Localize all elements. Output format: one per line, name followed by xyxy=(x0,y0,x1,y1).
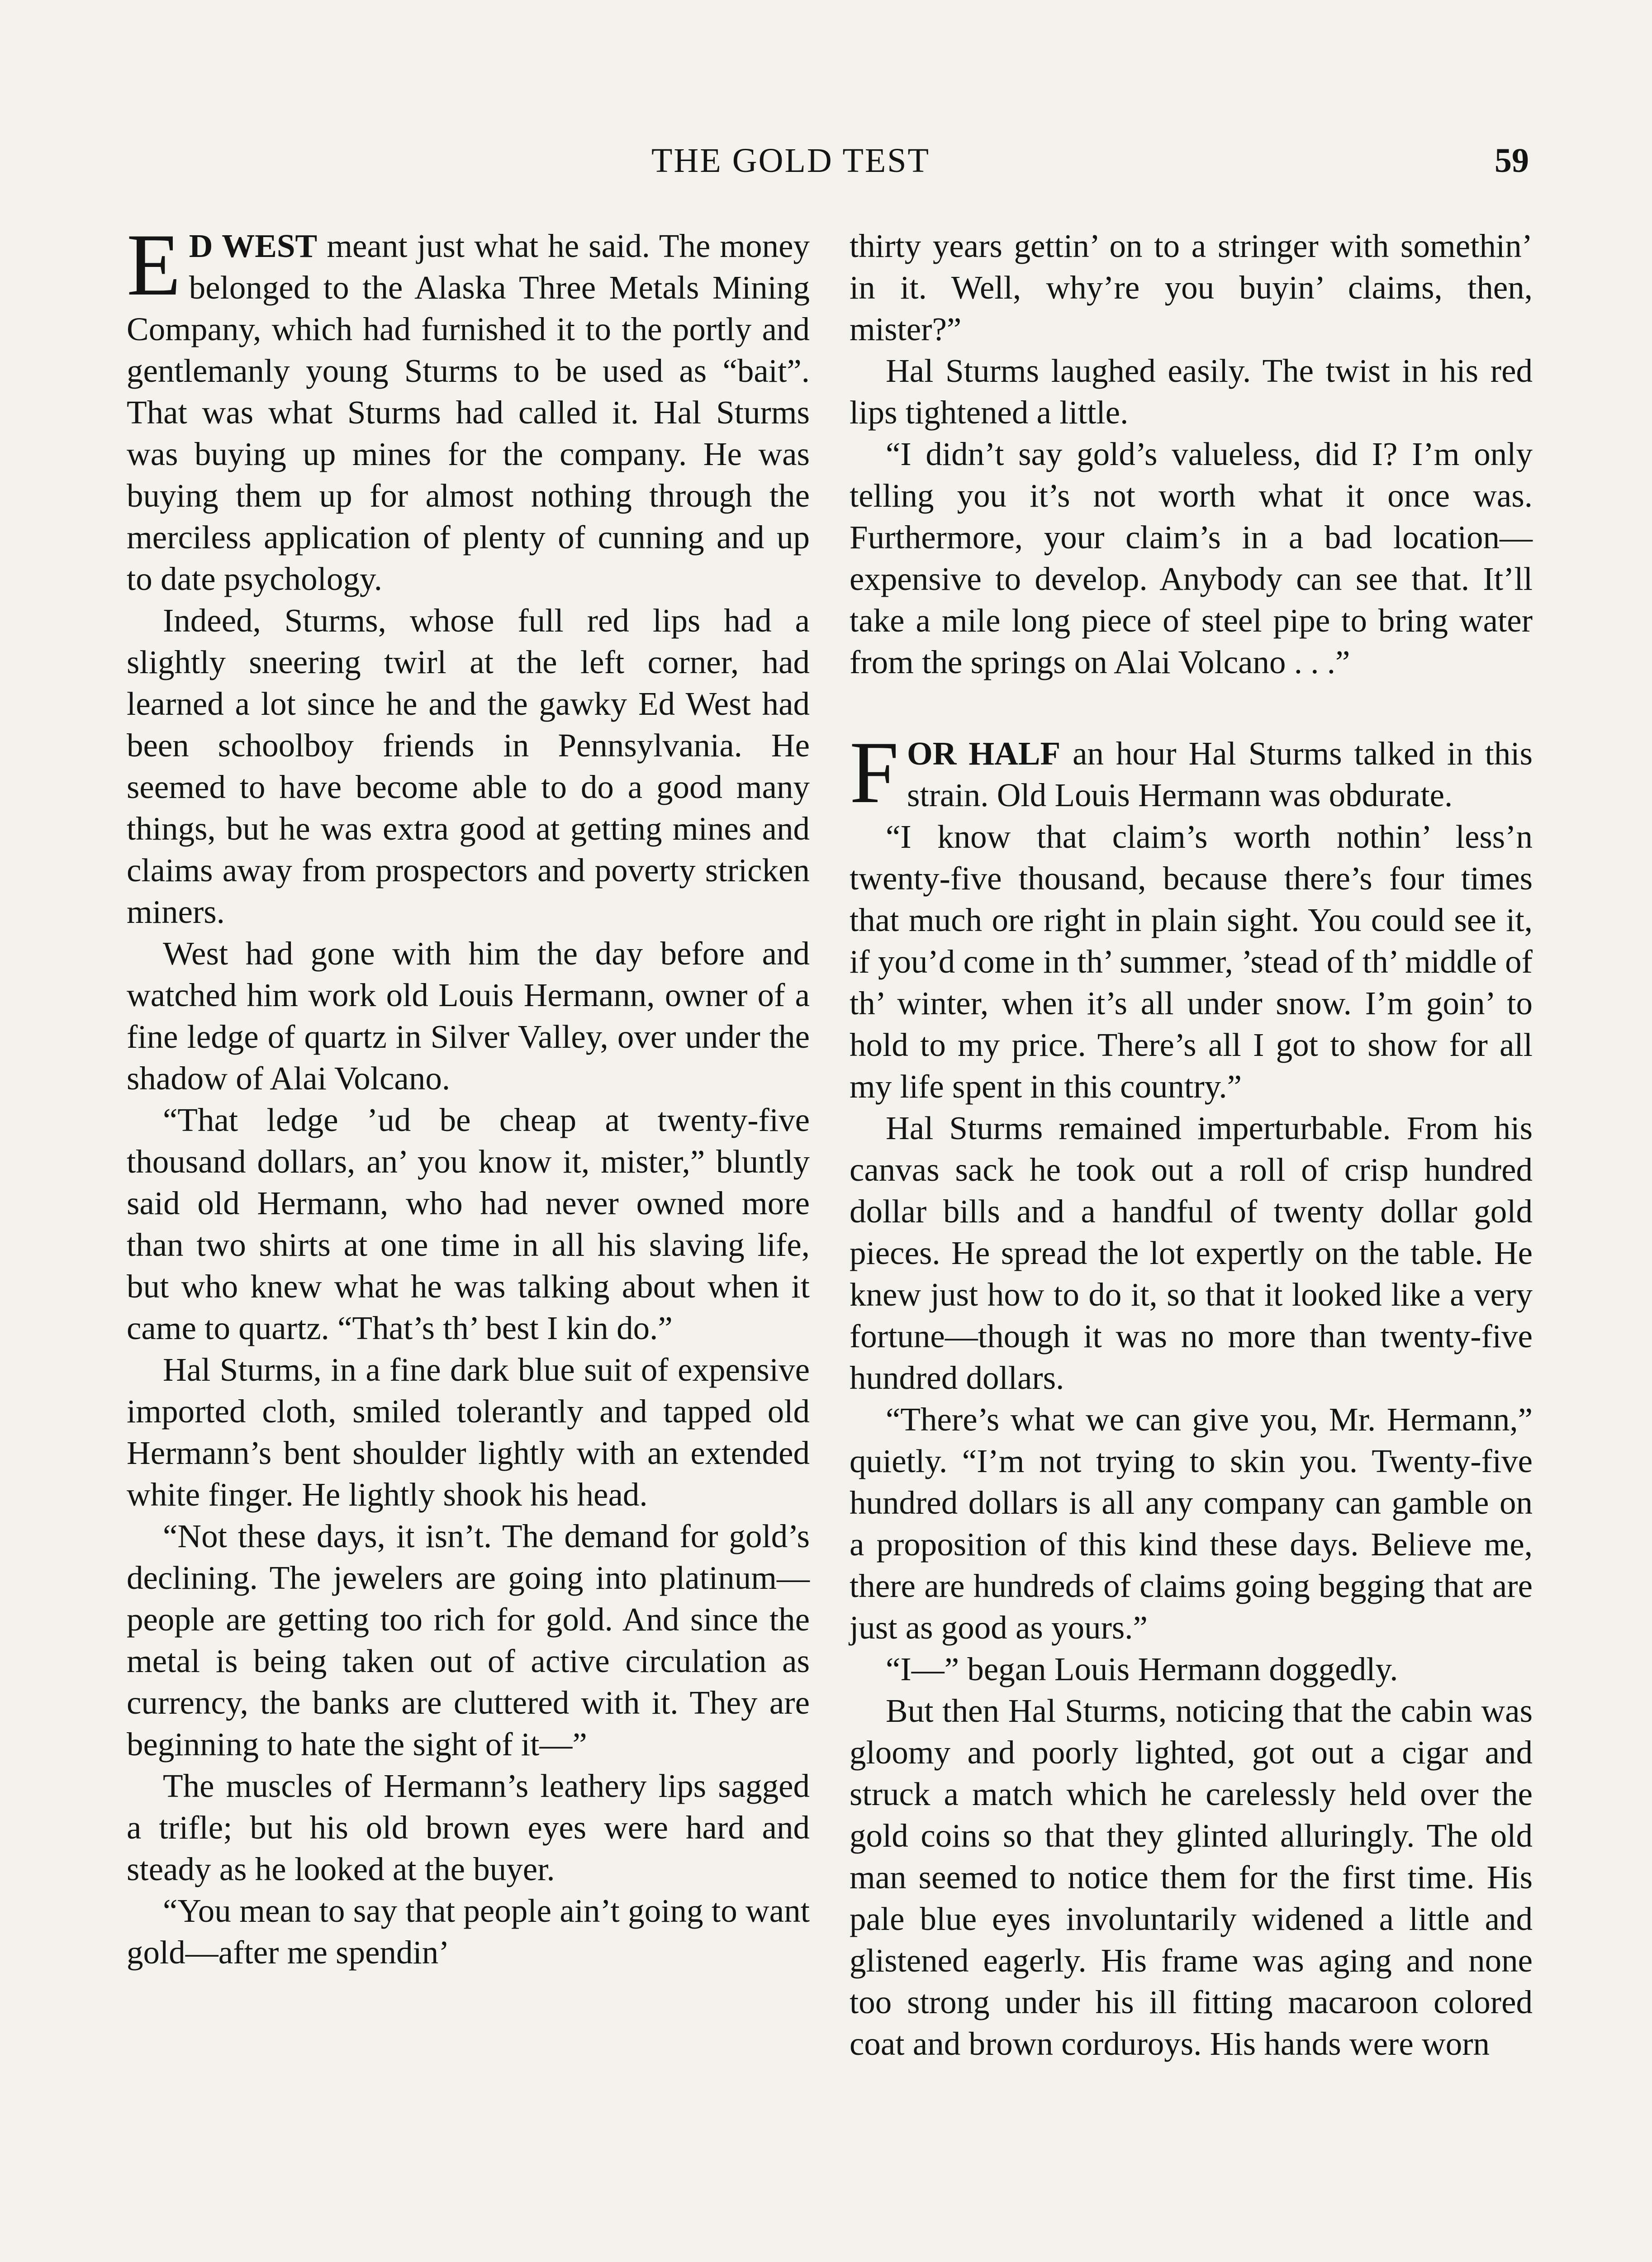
paragraph xyxy=(850,723,1533,822)
paragraph: “Not these days, it isn’t. The demand for gold’s declining. The jewelers are going into platinum—people are getting too rich for gold. And since the metal is being taken out of active circulation as currency, the banks are cluttered with it. They are beginning to hate the sight of it—” xyxy=(127,1518,810,1763)
paragraph: “That ledge ’ud be cheap at twenty-five thousand dollars, an’ you know it, mister,” bluntly said old Hermann, who had never owned more than two shirts at one time in all his slaving life, but who knew what he was talking about when it came to quartz. “That’s th’ best I kin do.” xyxy=(127,1102,810,1346)
paragraph: Indeed, Sturms, whose full red lips had a slightly sneering twirl at the left corner, had learned a lot since he and the gawky Ed West had been schoolboy friends in Pennsylvania. He seemed to have become able to do a good many things, but he was extra good at getting mines and claims away from prospectors and poverty stricken miners. xyxy=(127,602,810,930)
paragraph: “I know that claim’s worth nothin’ less’n twenty-five thousand, because there’s four times that much ore right in plain sight. You could see it, if you’d come in th’ summer, ’stead of th’ middle of th’ winter, when it’s all under snow. I’m goin’ to hold to my price. There’s all I got to show for all my life spent in this country.” xyxy=(850,818,1533,1105)
right-column xyxy=(850,225,1533,2065)
page-number: 59 xyxy=(1495,142,1529,180)
left-column xyxy=(127,216,810,1973)
drop-cap: E xyxy=(127,216,181,314)
page-header xyxy=(0,136,1652,185)
drop-cap: F xyxy=(850,723,899,822)
paragraph: But then Hal Sturms, noticing that the cabin was gloomy and poorly lighted, got out a cigar and struck a match which he carelessly held over the gold coins so that they glinted alluringly. The old man seemed to notice them for the first time. His pale blue eyes involuntarily widened a little and glistened eagerly. His frame was aging and none too strong under his ill fitting macaroon colored coat and brown corduroys. His hands were worn xyxy=(850,1692,1533,2062)
paragraph-text: an hour Hal Sturms talked in this strain. Old Louis Hermann was obdurate. xyxy=(907,735,1533,813)
running-title: THE GOLD TEST xyxy=(651,142,930,180)
paragraph: West had gone with him the day before and watched him work old Louis Hermann, owner of a fine ledge of quartz in Silver Valley, over under the shadow of Alai Volcano. xyxy=(127,935,810,1097)
lead-in: OR HALF xyxy=(907,735,1061,772)
paragraph: “You mean to say that people ain’t going to want gold—after me spendin’ xyxy=(127,1892,810,1971)
section-break xyxy=(850,683,1533,733)
paragraph: “I—” began Louis Hermann doggedly. xyxy=(886,1651,1398,1687)
paragraph: Hal Sturms, in a fine dark blue suit of expensive imported cloth, smiled tolerantly and tapped old Hermann’s bent shoulder lightly with an extended white finger. He lightly shook his head. xyxy=(127,1351,810,1513)
paragraph: The muscles of Hermann’s leathery lips sagged a trifle; but his old brown eyes were hard and steady as he looked at the buyer. xyxy=(127,1768,810,1887)
paragraph: “There’s what we can give you, Mr. Hermann,” quietly. “I’m not trying to skin you. Twenty-five hundred dollars is all any company can gamble on a proposition of this kind these days. Believe me, there are hundreds of claims going begging that are just as good as yours.” xyxy=(850,1401,1533,1646)
paragraph: “I didn’t say gold’s valueless, did I? I’m only telling you it’s not worth what it once was. Furthermore, your claim’s in a bad location—expensive to develop. Anybody can see that. It’ll take a mile long piece of steel pipe to bring water from the springs on Alai Volcano . . .” xyxy=(850,436,1533,680)
paragraph xyxy=(127,216,810,600)
lead-in: D WEST xyxy=(189,228,318,264)
paragraph: Hal Sturms laughed easily. The twist in his red lips tightened a little. xyxy=(850,352,1533,431)
paragraph: Hal Sturms remained imperturbable. From his canvas sack he took out a roll of crisp hundred dollar bills and a handful of twenty dollar gold pieces. He spread the lot expertly on the table. He knew just how to do it, so that it looked like a very fortune—though it was no more than twenty-five hundred dollars. xyxy=(850,1110,1533,1396)
paragraph: thirty years gettin’ on to a stringer with somethin’ in it. Well, why’re you buyin’ claims, then, mister?” xyxy=(850,228,1533,347)
paragraph-text: meant just what he said. The money belonged to the Alaska Three Metals Mining Company, which had furnished it to the portly and gentlemanly young Sturms to be used as “bait”. That was what Sturms had called it. Hal Sturms was buying up mines for the company. He was buying them up for almost nothing through the merciless application of plenty of cunning and up to date psychology. xyxy=(127,228,810,597)
